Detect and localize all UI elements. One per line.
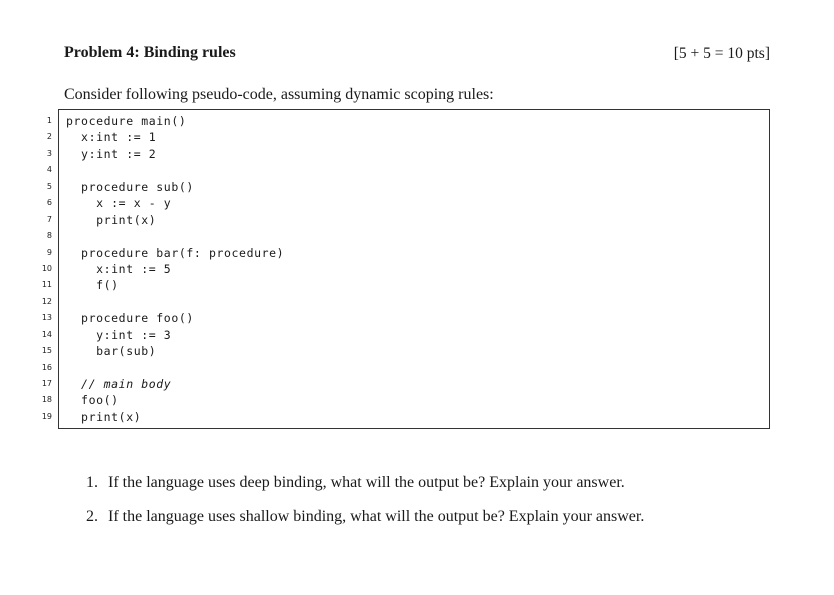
code-line: print(x)	[66, 409, 142, 424]
code-line: y:int := 3	[66, 327, 172, 342]
problem-title: Problem 4: Binding rules	[64, 44, 236, 61]
code-line: procedure bar(f: procedure)	[66, 245, 285, 260]
code-line: x:int := 1	[66, 130, 157, 145]
code-line: foo()	[66, 393, 119, 408]
code-line: f()	[66, 278, 119, 293]
question-text: If the language uses deep binding, what will the output be? Explain your answer.	[104, 474, 625, 491]
line-number: 6	[46, 198, 52, 208]
code-line	[66, 228, 284, 244]
code-line: y:int := 2	[66, 146, 157, 161]
code-line: procedure main()	[66, 114, 187, 128]
code-listing	[66, 113, 284, 425]
line-number: 5	[46, 181, 52, 191]
question-number: 1.	[86, 474, 98, 491]
question-number: 2.	[86, 508, 98, 525]
code-line: print(x)	[66, 212, 157, 227]
line-number: 10	[41, 263, 52, 273]
question-text: If the language uses shallow binding, what will the output be? Explain your answer.	[104, 508, 645, 525]
points-label: [5 + 5 = 10 pts]	[673, 45, 770, 62]
question-list	[86, 472, 644, 540]
line-number: 1	[46, 116, 52, 125]
line-number: 14	[41, 329, 52, 339]
line-number: 13	[41, 313, 52, 323]
code-comment: // main body	[66, 377, 172, 391]
line-number: 17	[41, 379, 52, 388]
code-line: procedure sub()	[66, 179, 194, 194]
code-line: x:int := 5	[66, 261, 172, 276]
line-number: 15	[41, 346, 52, 356]
code-line	[66, 162, 284, 178]
code-line: procedure foo()	[66, 311, 194, 326]
line-number: 18	[41, 395, 52, 405]
intro-text: Consider following pseudo-code, assuming dynamic scoping rules:	[64, 86, 494, 103]
code-line	[66, 294, 284, 310]
line-number: 4	[46, 165, 52, 175]
line-number: 16	[41, 362, 52, 372]
line-number: 2	[46, 132, 52, 142]
line-number: 7	[46, 214, 52, 224]
code-line: bar(sub)	[66, 344, 157, 359]
code-line	[66, 360, 284, 376]
line-number: 19	[41, 411, 52, 421]
line-number: 12	[41, 296, 52, 306]
question-item	[86, 472, 644, 506]
line-number: 11	[41, 280, 52, 290]
code-line: x := x - y	[66, 196, 172, 211]
line-number-gutter	[30, 113, 52, 425]
question-item	[86, 506, 644, 540]
line-number: 9	[46, 247, 52, 257]
line-number: 3	[46, 148, 52, 158]
line-number: 8	[46, 231, 52, 241]
